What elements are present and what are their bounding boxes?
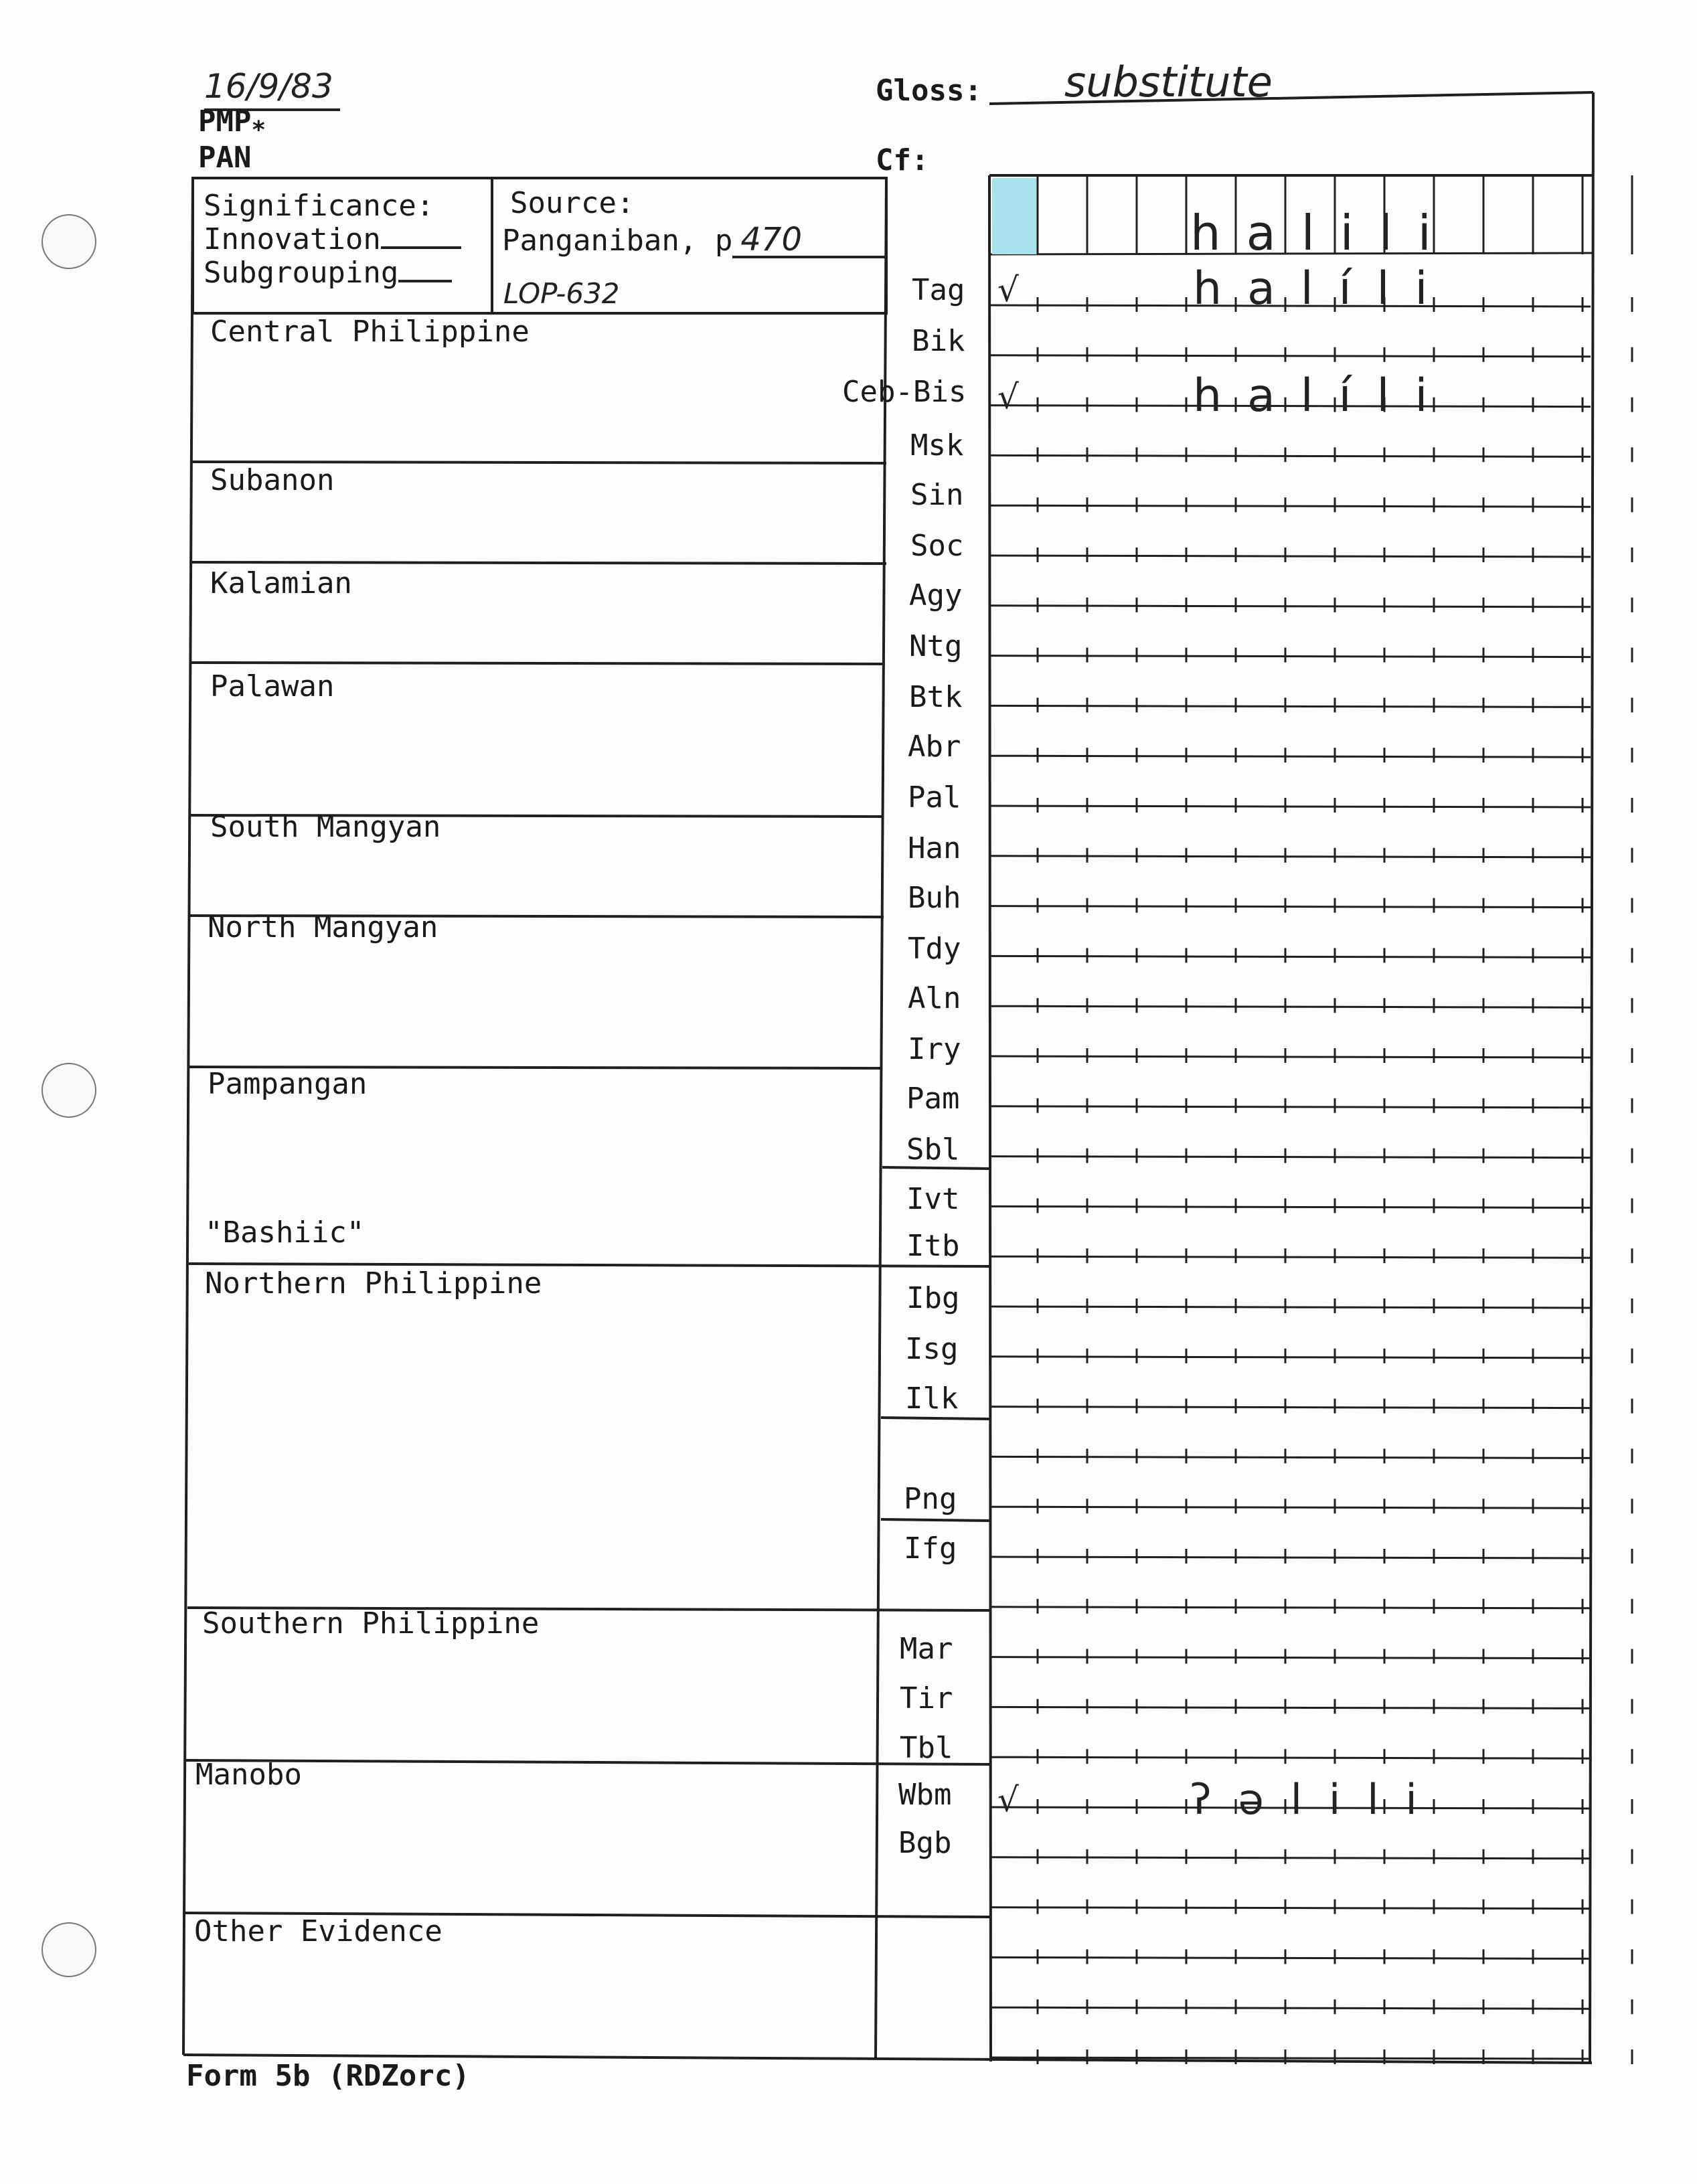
lang-sbl: Sbl [906, 1132, 960, 1167]
lang-tir: Tir [900, 1681, 953, 1715]
group-bashiic: "Bashiic" [205, 1215, 365, 1250]
entry-row-line [991, 1649, 1632, 1664]
source-ref: LOP-632 [503, 277, 620, 310]
lang-buh: Buh [908, 881, 961, 915]
gloss-value: substitute [1064, 58, 1273, 106]
ceb-check: √ [997, 377, 1019, 416]
lang-sin: Sin [910, 478, 964, 512]
lang-tdy: Tdy [908, 932, 961, 966]
group-northern-philippine: Northern Philippine [205, 1266, 542, 1300]
lang-iry: Iry [908, 1032, 961, 1066]
entry-row-line [991, 1298, 1632, 1313]
footer-form-label: Form 5b (RDZorc) [186, 2059, 470, 2093]
lang-tbl: Tbl [900, 1731, 953, 1765]
lang-abr: Abr [908, 730, 961, 764]
lang-ivt: Ivt [906, 1182, 960, 1216]
group-kalamian: Kalamian [210, 566, 352, 600]
group-central-philippine: Central Philippine [210, 315, 530, 349]
tag-check: √ [997, 270, 1019, 309]
entry-row-line [991, 1048, 1632, 1063]
lang-itb: Itb [906, 1229, 960, 1263]
group-south-mangyan: South Mangyan [210, 810, 441, 844]
group-southern-philippine: Southern Philippine [202, 1606, 540, 1641]
lang-pam: Pam [906, 1082, 960, 1116]
ceb-form: halíli [1193, 369, 1453, 422]
source-text: Panganiban, p 470 [502, 224, 888, 258]
entry-row-line [991, 1999, 1632, 2014]
wbm-form: ʔəlili [1190, 1775, 1444, 1824]
lang-ceb-bis: Ceb-Bis [842, 375, 967, 409]
entry-row-line [991, 1549, 1632, 1564]
date: 16/9/83 [204, 67, 340, 111]
pan-label: PAN [198, 141, 252, 175]
lang-soc: Soc [910, 529, 964, 563]
cf-label: Cf: [876, 143, 929, 177]
innovation-label: Innovation [204, 225, 461, 254]
entry-row-line [991, 1949, 1632, 1964]
entry-row-line [991, 598, 1632, 612]
entry-row-line [991, 1098, 1632, 1113]
entry-row-line [991, 1849, 1632, 1864]
wbm-check: √ [997, 1780, 1019, 1819]
entry-row-line [991, 1349, 1632, 1363]
entry-row-line [991, 948, 1632, 962]
lang-wbm: Wbm [898, 1778, 952, 1812]
lang-han: Han [908, 831, 961, 865]
entry-row-line [991, 1499, 1632, 1513]
lang-png: Png [904, 1482, 957, 1516]
entry-row-line [991, 1399, 1632, 1414]
entry-row-line [991, 998, 1632, 1013]
entry-row-line [991, 1248, 1632, 1263]
entry-row-line [991, 748, 1632, 762]
lang-pal: Pal [908, 780, 961, 815]
source-label: Source: [510, 186, 635, 220]
lang-agy: Agy [909, 578, 963, 612]
entry-row-line [991, 1900, 1632, 1914]
group-subanon: Subanon [210, 463, 335, 497]
group-north-mangyan: North Mangyan [208, 910, 438, 944]
entry-row-line [991, 497, 1632, 512]
group-other-evidence: Other Evidence [194, 1914, 442, 1948]
entry-row-line [991, 848, 1632, 863]
entry-row-line [991, 548, 1632, 562]
entry-row-line [991, 898, 1632, 913]
header-form: halili [1190, 205, 1457, 261]
entry-row-line [991, 798, 1632, 813]
lang-ilk: Ilk [905, 1381, 959, 1416]
gloss-label: Gloss: [876, 74, 982, 108]
lang-mar: Mar [900, 1632, 953, 1666]
lang-bik: Bik [912, 324, 965, 358]
entry-row-line [991, 1599, 1632, 1614]
entry-row-line [991, 1198, 1632, 1213]
lang-bgb: Bgb [898, 1826, 952, 1860]
tag-form: halíli [1193, 262, 1453, 315]
lang-btk: Btk [909, 680, 963, 714]
group-manobo: Manobo [195, 1758, 302, 1792]
source-page: 470 [732, 224, 888, 258]
lang-ifg: Ifg [904, 1531, 957, 1566]
entry-row-line [991, 697, 1632, 712]
lang-msk: Msk [910, 428, 964, 463]
group-pampangan: Pampangan [208, 1067, 368, 1101]
lang-aln: Aln [908, 981, 961, 1015]
entry-row-line [991, 1149, 1632, 1163]
entry-row-line [991, 1699, 1632, 1713]
entry-row-line [991, 1749, 1632, 1764]
lang-tag: Tag [912, 273, 965, 307]
pmp-label: $PMP_*$ [198, 104, 266, 144]
significance-title: Significance: [204, 189, 434, 223]
entry-row-line [991, 648, 1632, 663]
entry-row-line [991, 1448, 1632, 1463]
lang-isg: Isg [905, 1332, 959, 1366]
entry-row-line [991, 347, 1632, 362]
entry-row-line [991, 447, 1632, 462]
lang-ntg: Ntg [909, 629, 963, 663]
group-palawan: Palawan [210, 669, 335, 703]
subgrouping-label: Subgrouping [204, 258, 452, 288]
lang-ibg: Ibg [906, 1281, 960, 1315]
